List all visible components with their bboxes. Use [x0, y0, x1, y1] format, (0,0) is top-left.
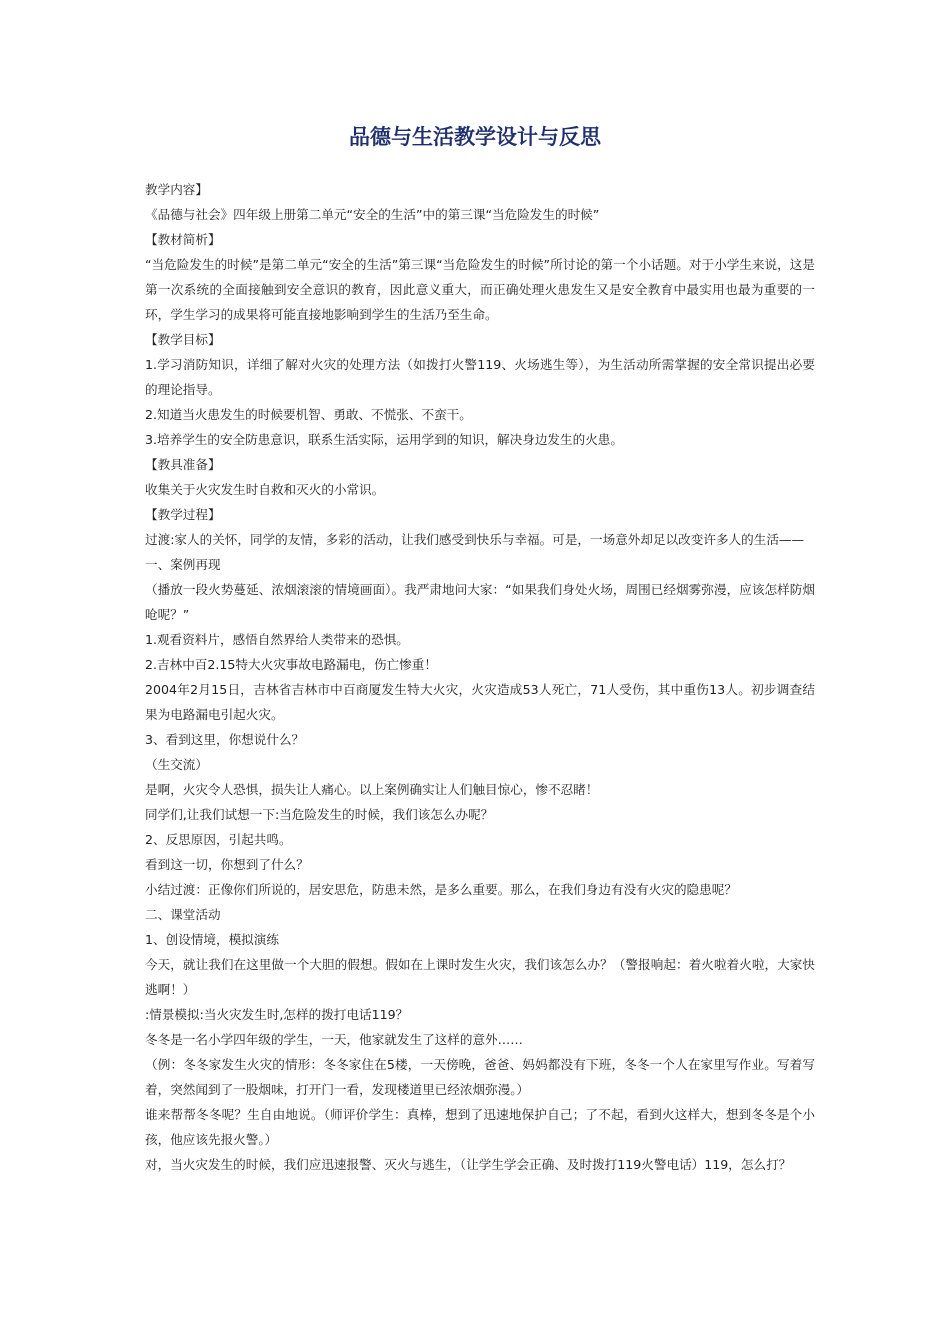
paragraph: 过渡:家人的关怀，同学的友情，多彩的活动，让我们感受到快乐与幸福。可是，一场意外却足以改变许多人的生活—— [145, 532, 805, 547]
section-heading: 【教学目标】 [145, 332, 221, 347]
paragraph: 3.培养学生的安全防患意识，联系生活实际，运用学到的知识，解决身边发生的火患。 [145, 432, 623, 447]
paragraph: “当危险发生的时候”是第二单元“安全的生活”第三课“当危险发生的时候”所讨论的第一个小话题。对于小学生来说，这是第一次系统的全面接触到安全意识的教育，因此意义重大，而正确处理火患发生又是安全教育中最实用也最为重要的一环，学生学习的成果将可能直接地影响到学生的生活乃至生命。 [145, 257, 815, 322]
paragraph: 1.观看资料片，感悟自然界给人类带来的恐惧。 [145, 632, 409, 647]
paragraph: 同学们,让我们试想一下:当危险发生的时候，我们该怎么办呢？ [145, 807, 494, 822]
section-heading: 【教学过程】 [145, 507, 221, 522]
paragraph: （例：冬冬家发生火灾的情形：冬冬家住在5楼，一天傍晚，爸爸、妈妈都没有下班，冬冬一个人在家里写作业。写着写着，突然闻到了一股烟味，打开门一看，发现楼道里已经浓烟弥漫。） [145, 1057, 815, 1097]
paragraph: 2.知道当火患发生的时候要机智、勇敢、不慌张、不蛮干。 [145, 407, 472, 422]
paragraph: （生交流） [145, 757, 208, 772]
paragraph: 3、看到这里，你想说什么？ [145, 732, 305, 747]
paragraph: 《品德与社会》四年级上册第二单元“安全的生活”中的第三课“当危险发生的时候” [145, 207, 600, 222]
paragraph: 收集关于火灾发生时自救和灭火的小常识。 [145, 482, 385, 497]
paragraph: 谁来帮帮冬冬呢？生自由地说。（师评价学生：真棒，想到了迅速地保护自己；了不起，看到火这样大，想到冬冬是个小孩，他应该先报火警。） [145, 1107, 815, 1147]
paragraph: 2、反思原因，引起共鸣。 [145, 832, 292, 847]
paragraph: 1、创设情境，模拟演练 [145, 932, 279, 947]
paragraph: 今天，就让我们在这里做一个大胆的假想。假如在上课时发生火灾，我们该怎么办？（警报响起：着火啦着火啦，大家快逃啊！） [145, 957, 815, 997]
paragraph: 小结过渡：正像你们所说的，居安思危，防患未然，是多么重要。那么，在我们身边有没有火灾的隐患呢？ [145, 882, 737, 897]
paragraph: 2004年2月15日，吉林省吉林市中百商厦发生特大火灾，火灾造成53人死亡，71人受伤，其中重伤13人。初步调查结果为电路漏电引起火灾。 [145, 682, 815, 722]
paragraph: 是啊，火灾令人恐惧，损失让人痛心。以上案例确实让人们触目惊心，惨不忍睹！ [145, 782, 599, 797]
paragraph: 教学内容】 [145, 182, 208, 197]
paragraph: 一、案例再现 [145, 557, 221, 572]
paragraph: 二、课堂活动 [145, 907, 221, 922]
document-body [145, 177, 815, 1177]
paragraph: （播放一段火势蔓延、浓烟滚滚的情境画面）。我严肃地问大家：“如果我们身处火场，周围已经烟雾弥漫，应该怎样防烟呛呢？” [145, 582, 815, 622]
paragraph: 冬冬是一名小学四年级的学生，一天，他家就发生了这样的意外…… [145, 1032, 523, 1047]
paragraph: :情景模拟:当火灾发生时,怎样的拨打电话119？ [145, 1007, 409, 1022]
paragraph: 1.学习消防知识，详细了解对火灾的处理方法（如拨打火警119、火场逃生等），为生活动所需掌握的安全常识提出必要的理论指导。 [145, 357, 815, 397]
section-heading: 【教材简析】 [145, 232, 221, 247]
paragraph: 对，当火灾发生的时候，我们应迅速报警、灭火与逃生，（让学生学会正确、及时拨打119火警电话）119，怎么打？ [145, 1157, 792, 1172]
section-heading: 【教具准备】 [145, 457, 221, 472]
paragraph: 2.吉林中百2.15特大火灾事故电路漏电，伤亡惨重！ [145, 657, 437, 672]
document-title: 品德与生活教学设计与反思 [349, 125, 601, 149]
paragraph: 看到这一切，你想到了什么？ [145, 857, 309, 872]
